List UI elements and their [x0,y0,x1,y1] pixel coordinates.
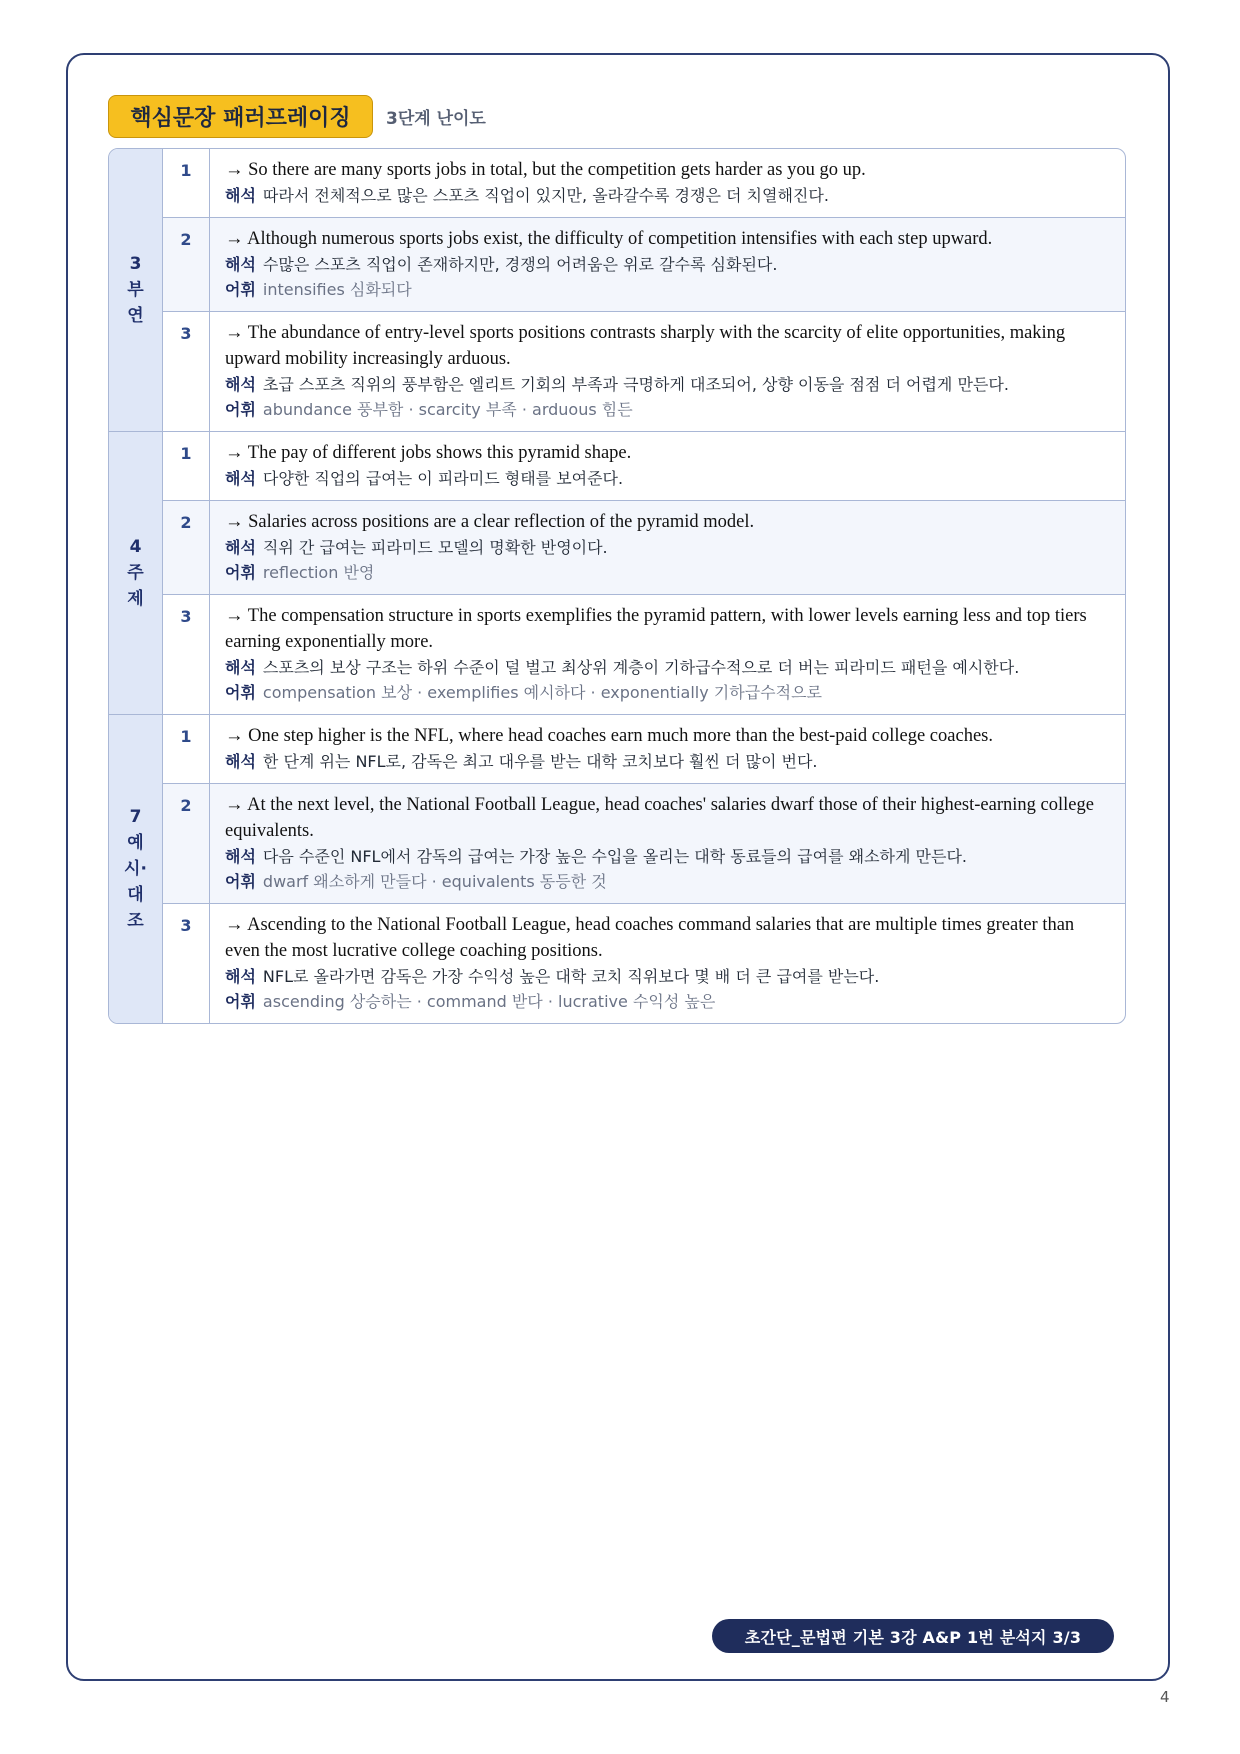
translation-text: 따라서 전체적으로 많은 스포츠 직업이 있지만, 올라갈수록 경쟁은 더 치열해진다. [262,186,829,205]
vocabulary-line [225,560,1111,585]
vocabulary-line [225,277,1111,302]
english-paraphrase: → Ascending to the National Football League, head coaches command salaries that are multiple times greater than even the most lucrative college coaching positions. [225,915,1075,961]
paraphrase-table [108,148,1126,1024]
translation-tag: 해석 [225,469,256,488]
english-paraphrase: → The compensation structure in sports exemplifies the pyramid pattern, with lower levels earning less and top tiers earning exponentially more. [225,606,1087,652]
row-content [210,784,1125,903]
row-number: 3 [163,595,210,714]
group-label [109,715,163,1023]
translation-text: 수많은 스포츠 직업이 존재하지만, 경쟁의 어려움은 위로 갈수록 심화된다. [262,255,778,274]
page-number: 4 [1160,1688,1170,1706]
row-number: 3 [163,904,210,1023]
vocab-tag: 어휘 [225,872,256,891]
vocabulary-line [225,989,1111,1014]
row-content [210,218,1125,311]
section-title-badge: 핵심문장 패러프레이징 [108,95,373,138]
footer-document-badge: 초간단_문법편 기본 3강 A&P 1번 분석지 3/3 [712,1619,1114,1653]
translation-text: 다음 수준인 NFL에서 감독의 급여는 가장 높은 수입을 올리는 대학 동료들의 급여를 왜소하게 만든다. [262,847,967,866]
table-row [163,432,1125,501]
row-number: 1 [163,715,210,783]
table-row [163,218,1125,312]
row-content [210,312,1125,431]
row-content [210,595,1125,714]
sentence-group [109,432,1125,715]
english-paraphrase: → So there are many sports jobs in total, but the competition gets harder as you go up. [225,160,866,180]
translation-tag: 해석 [225,375,256,394]
row-number: 2 [163,218,210,311]
translation-text: NFL로 올라가면 감독은 가장 수익성 높은 대학 코치 직위보다 몇 배 더 큰 급여를 받는다. [262,967,880,986]
translation-tag: 해석 [225,538,256,557]
group-label-char: 조 [127,911,144,931]
translation-tag: 해석 [225,186,256,205]
english-paraphrase: → The abundance of entry-level sports positions contrasts sharply with the scarcity of elite opportunities, making upward mobility increasingly arduous. [225,323,1066,369]
group-label [109,432,163,714]
group-label-char: 제 [127,589,144,609]
row-number: 1 [163,432,210,500]
vocab-tag: 어휘 [225,400,256,419]
group-label-char: 3 [129,254,142,274]
korean-translation [225,183,1111,208]
translation-tag: 해석 [225,847,256,866]
vocab-text: reflection 반영 [262,563,375,582]
korean-translation [225,252,1111,277]
korean-translation [225,844,1111,869]
translation-tag: 해석 [225,255,256,274]
group-label [109,149,163,431]
vocabulary-line [225,397,1111,422]
table-row [163,904,1125,1023]
table-row [163,784,1125,904]
row-content [210,501,1125,594]
table-row [163,149,1125,218]
vocab-text: ascending 상승하는 · command 받다 · lucrative 수익성 높은 [262,992,716,1011]
translation-tag: 해석 [225,658,256,677]
sentence-group [109,149,1125,432]
translation-tag: 해석 [225,752,256,771]
sentence-group [109,715,1125,1023]
table-row [163,312,1125,431]
korean-translation [225,372,1111,397]
translation-text: 직위 간 급여는 피라미드 모델의 명확한 반영이다. [262,538,608,557]
korean-translation [225,655,1111,680]
row-number: 1 [163,149,210,217]
vocab-tag: 어휘 [225,563,256,582]
group-label-char: 주 [127,563,144,583]
row-content [210,715,1125,783]
group-label-char: 시· [124,859,147,879]
row-number: 2 [163,501,210,594]
vocabulary-line [225,680,1111,705]
vocab-tag: 어휘 [225,992,256,1011]
translation-text: 다양한 직업의 급여는 이 피라미드 형태를 보여준다. [262,469,624,488]
translation-text: 한 단계 위는 NFL로, 감독은 최고 대우를 받는 대학 코치보다 훨씬 더 많이 번다. [262,752,818,771]
english-paraphrase: → At the next level, the National Football League, head coaches' salaries dwarf those of their highest-earning college equivalents. [225,795,1094,841]
row-number: 2 [163,784,210,903]
vocab-tag: 어휘 [225,683,256,702]
group-label-char: 연 [127,306,144,326]
group-label-char: 7 [129,807,142,827]
translation-tag: 해석 [225,967,256,986]
table-row [163,715,1125,784]
group-label-char: 예 [127,833,144,853]
row-content [210,432,1125,500]
vocab-text: compensation 보상 · exemplifies 예시하다 · exponentially 기하급수적으로 [262,683,822,702]
row-content [210,904,1125,1023]
translation-text: 스포츠의 보상 구조는 하위 수준이 덜 벌고 최상위 계층이 기하급수적으로 더 버는 피라미드 패턴을 예시한다. [262,658,1020,677]
vocabulary-line [225,869,1111,894]
group-label-char: 4 [129,537,142,557]
korean-translation [225,535,1111,560]
vocab-text: intensifies 심화되다 [262,280,412,299]
group-label-char: 부 [127,280,144,300]
korean-translation [225,964,1111,989]
vocab-text: abundance 풍부함 · scarcity 부족 · arduous 힘든 [262,400,633,419]
english-paraphrase: → Although numerous sports jobs exist, the difficulty of competition intensifies with each step upward. [225,229,993,249]
table-row [163,501,1125,595]
group-label-char: 대 [127,885,144,905]
difficulty-level-label: 3단계 난이도 [386,109,486,129]
english-paraphrase: → Salaries across positions are a clear reflection of the pyramid model. [225,512,755,532]
korean-translation [225,466,1111,491]
row-content [210,149,1125,217]
row-number: 3 [163,312,210,431]
vocab-text: dwarf 왜소하게 만들다 · equivalents 동등한 것 [262,872,607,891]
english-paraphrase: → The pay of different jobs shows this pyramid shape. [225,443,632,463]
vocab-tag: 어휘 [225,280,256,299]
translation-text: 초급 스포츠 직위의 풍부함은 엘리트 기회의 부족과 극명하게 대조되어, 상향 이동을 점점 더 어렵게 만든다. [262,375,1009,394]
english-paraphrase: → One step higher is the NFL, where head coaches earn much more than the best-paid college coaches. [225,726,993,746]
table-row [163,595,1125,714]
korean-translation [225,749,1111,774]
